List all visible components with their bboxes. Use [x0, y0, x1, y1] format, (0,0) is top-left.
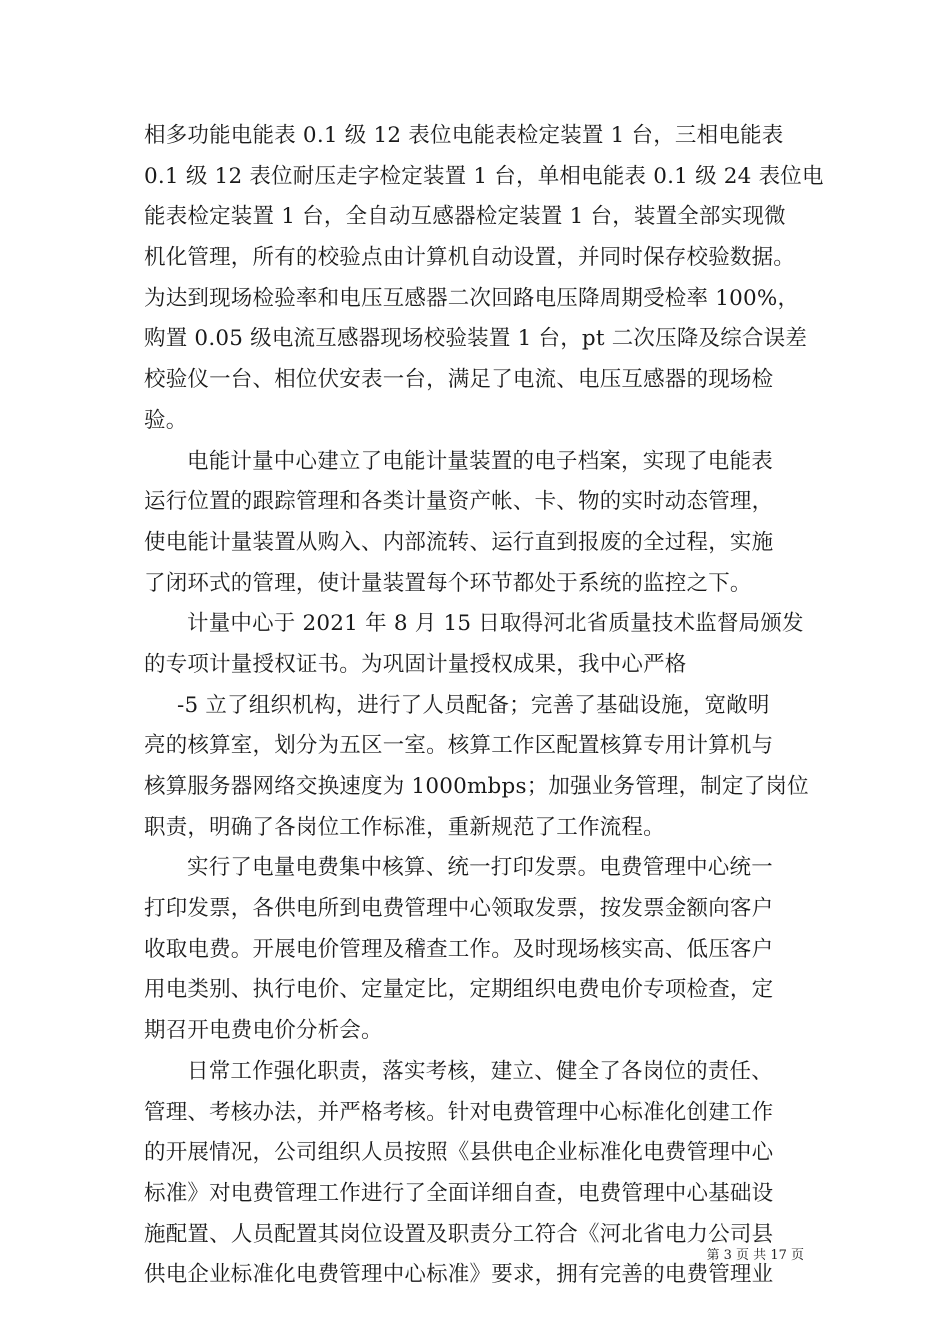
text-line: 期召开电费电价分析会。 — [144, 1018, 383, 1044]
text-line: 校验仪一台、相位伏安表一台，满足了电流、电压互感器的现场检 — [144, 367, 774, 393]
text-line: 为达到现场检验率和电压互感器二次回路电压降周期受检率 100%， — [144, 285, 800, 311]
text-line: 施配置、人员配置其岗位设置及职责分工符合《河北省电力公司县 — [144, 1221, 774, 1247]
document-body — [144, 116, 824, 1296]
text-line: 使电能计量装置从购入、内部流转、运行直到报废的全过程，实施 — [144, 529, 774, 555]
text-line: 能表检定装置 1 台，全自动互感器检定装置 1 台，装置全部实现微 — [144, 204, 786, 230]
text-line: 电能计量中心建立了电能计量装置的电子档案，实现了电能表 — [187, 448, 773, 474]
paragraph-2 — [144, 442, 824, 605]
text-line: 运行位置的跟踪管理和各类计量资产帐、卡、物的实时动态管理， — [144, 489, 774, 515]
text-line: 的专项计量授权证书。为巩固计量授权成果，我中心严格 — [144, 651, 687, 677]
text-line: 验。 — [144, 407, 188, 433]
page-number-label: 第 3 页 共 17 页 — [706, 1248, 804, 1263]
text-line: 实行了电量电费集中核算、统一打印发票。电费管理中心统一 — [187, 855, 773, 881]
text-line: 核算服务器网络交换速度为 1000mbps；加强业务管理，制定了岗位 — [144, 774, 809, 799]
paragraph-5 — [144, 848, 824, 1051]
text-line: 标准》对电费管理工作进行了全面详细自查，电费管理中心基础设 — [144, 1180, 774, 1206]
text-line: 职责，明确了各岗位工作标准，重新规范了工作流程。 — [144, 814, 665, 840]
text-line: 收取电费。开展电价管理及稽查工作。及时现场核实高、低压客户 — [144, 936, 774, 962]
text-line: 亮的核算室，划分为五区一室。核算工作区配置核算专用计算机与 — [144, 733, 774, 759]
text-line: 管理、考核办法，并严格考核。针对电费管理中心标准化创建工作 — [144, 1099, 774, 1125]
text-line: 了闭环式的管理，使计量装置每个环节都处于系统的监控之下。 — [144, 570, 752, 596]
text-line: 用电类别、执行电价、定量定比，定期组织电费电价专项检查，定 — [144, 977, 774, 1003]
text-line: 供电企业标准化电费管理中心标准》要求，拥有完善的电费管理业 — [144, 1262, 774, 1288]
text-line: 购置 0.05 级电流互感器现场校验装置 1 台，pt 二次压降及综合误差 — [144, 326, 808, 352]
paragraph-1 — [144, 116, 824, 442]
text-line: 0.1 级 12 表位耐压走字检定装置 1 台，单相电能表 0.1 级 24 表位电 — [144, 163, 824, 189]
text-line: 打印发票，各供电所到电费管理中心领取发票，按发票金额向客户 — [144, 896, 774, 922]
text-line: 相多功能电能表 0.1 级 12 表位电能表检定装置 1 台，三相电能表 — [144, 123, 784, 148]
paragraph-3 — [144, 604, 824, 685]
text-line: 计量中心于 2021 年 8 月 15 日取得河北省质量技术监督局颁发 — [187, 611, 804, 637]
paragraph-4 — [144, 686, 824, 849]
text-line: 机化管理，所有的校验点由计算机自动设置，并同时保存校验数据。 — [144, 245, 796, 271]
text-line: 的开展情况，公司组织人员按照《县供电企业标准化电费管理中心 — [144, 1140, 774, 1166]
text-line: 日常工作强化职责，落实考核，建立、健全了各岗位的责任、 — [187, 1058, 773, 1084]
text-line: -5 立了组织机构，进行了人员配备；完善了基础设施，宽敞明 — [177, 692, 770, 718]
